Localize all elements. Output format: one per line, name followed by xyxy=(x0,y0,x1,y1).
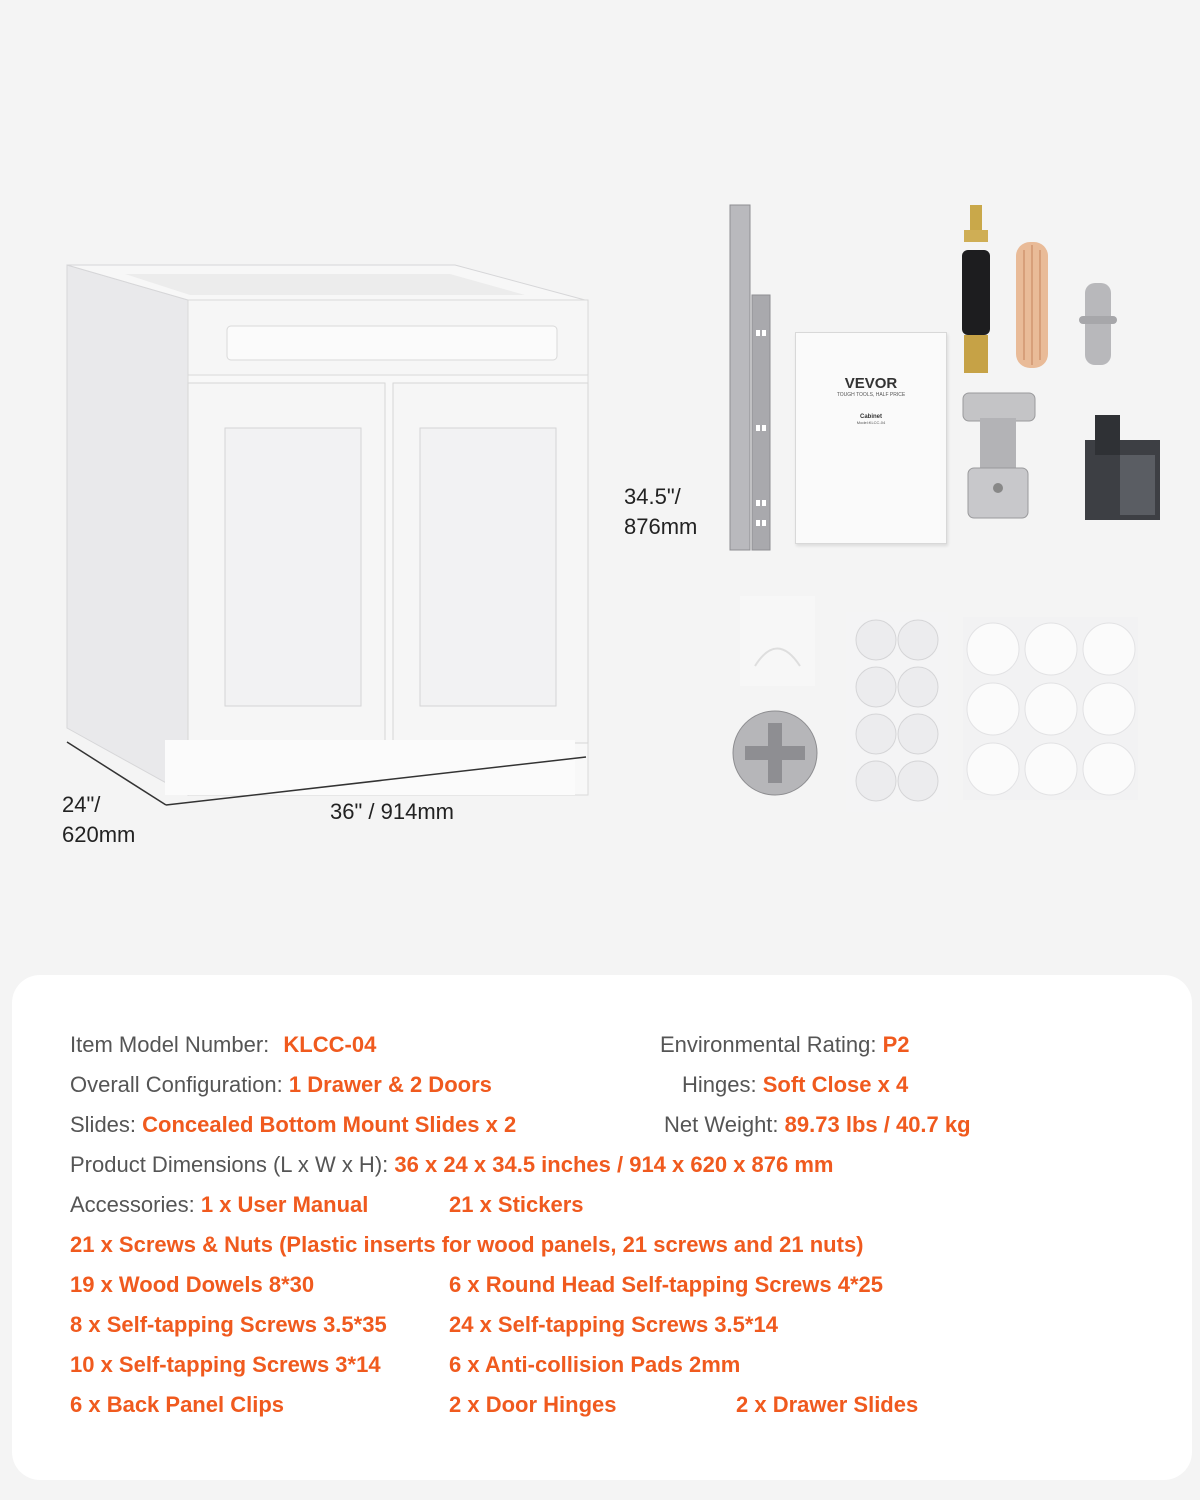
cabinet-illustration xyxy=(55,250,595,810)
manual-model: Model:KLCC-04 xyxy=(856,420,886,425)
accessory-item: 6 x Back Panel Clips xyxy=(70,1392,284,1417)
width-dimension: 36" / 914mm xyxy=(330,799,454,824)
accessories-label: Accessories: xyxy=(70,1192,195,1217)
stickers-image xyxy=(740,596,815,686)
env-label: Environmental Rating: xyxy=(660,1032,877,1057)
accessory-item: 2 x Drawer Slides xyxy=(736,1392,919,1417)
manual-brand: VEVOR xyxy=(844,375,898,392)
drawer-connector-image xyxy=(1080,410,1165,525)
cover-caps-image xyxy=(963,617,1138,800)
height-dimension xyxy=(624,482,697,542)
accessory-item: 21 x Stickers xyxy=(449,1192,584,1217)
user-manual-image xyxy=(795,332,947,544)
depth-metric: 620mm xyxy=(62,822,136,847)
manual-title: Cabinet xyxy=(859,414,882,420)
accessory-item: 10 x Self-tapping Screws 3*14 xyxy=(70,1352,381,1377)
spec-environmental xyxy=(660,1032,910,1058)
accessory-item: 6 x Round Head Self-tapping Screws 4*25 xyxy=(449,1272,884,1297)
wood-dowel-image xyxy=(1012,240,1052,370)
spec-dimensions xyxy=(70,1152,834,1178)
config-value: 1 Drawer & 2 Doors xyxy=(288,1072,492,1097)
spec-accessories xyxy=(70,1192,368,1218)
model-label: Item Model Number: xyxy=(70,1032,270,1057)
anti-collision-pads-image xyxy=(846,612,948,812)
env-value: P2 xyxy=(882,1032,910,1057)
accessory-item: 19 x Wood Dowels 8*30 xyxy=(70,1272,315,1297)
depth-dimension xyxy=(62,790,135,850)
dims-label: Product Dimensions (L x W x H): xyxy=(70,1152,389,1177)
height-metric: 876mm xyxy=(624,514,698,539)
spec-hinges xyxy=(682,1072,908,1098)
manual-tagline: TOUGH TOOLS, HALF PRICE xyxy=(836,392,906,398)
spec-slides xyxy=(70,1112,516,1138)
config-label: Overall Configuration: xyxy=(70,1072,283,1097)
weight-value: 89.73 lbs / 40.7 kg xyxy=(784,1112,971,1137)
depth-imperial: 24"/ xyxy=(62,792,101,817)
cam-bolt-image xyxy=(950,200,1000,375)
hinges-value: Soft Close x 4 xyxy=(762,1072,909,1097)
accessory-item: 2 x Door Hinges xyxy=(449,1392,617,1417)
spec-config xyxy=(70,1072,492,1098)
drawer-slide-image xyxy=(722,200,782,560)
height-imperial: 34.5"/ xyxy=(624,484,681,509)
spec-model xyxy=(70,1032,376,1058)
spec-weight xyxy=(664,1112,971,1138)
accessory-item: 8 x Self-tapping Screws 3.5*35 xyxy=(70,1312,387,1337)
hinges-label: Hinges: xyxy=(682,1072,757,1097)
accessory-item: 21 x Screws & Nuts (Plastic inserts for wood panels, 21 screws and 21 nuts) xyxy=(70,1232,864,1257)
connector-bolt-image xyxy=(1075,278,1125,368)
model-value: KLCC-04 xyxy=(283,1032,377,1057)
slides-value: Concealed Bottom Mount Slides x 2 xyxy=(142,1112,517,1137)
cam-lock-image xyxy=(730,708,820,798)
accessory-item: 24 x Self-tapping Screws 3.5*14 xyxy=(449,1312,778,1337)
dims-value: 36 x 24 x 34.5 inches / 914 x 620 x 876 mm xyxy=(394,1152,834,1177)
accessory-item: 1 x User Manual xyxy=(200,1192,369,1217)
weight-label: Net Weight: xyxy=(664,1112,779,1137)
slides-label: Slides: xyxy=(70,1112,137,1137)
accessory-item: 6 x Anti-collision Pads 2mm xyxy=(449,1352,741,1377)
door-hinge-image xyxy=(958,388,1043,523)
